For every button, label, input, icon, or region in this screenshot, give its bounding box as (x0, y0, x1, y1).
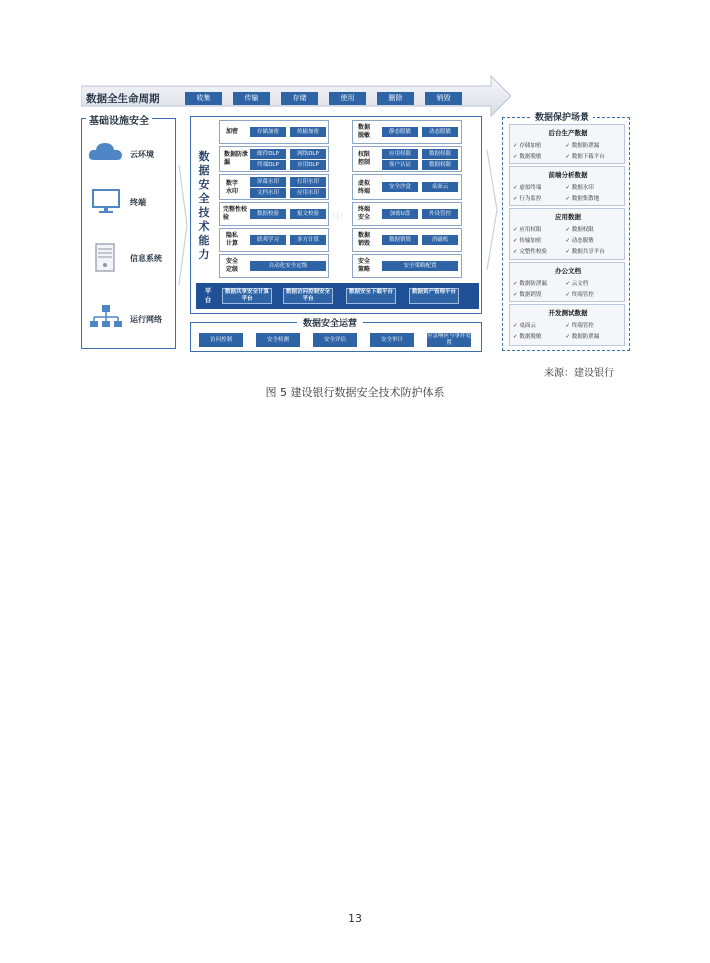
chip-encrypted-usb: 加密U盘 (382, 209, 418, 219)
chip-application-dlp: 应用DLP (290, 160, 326, 170)
lifecycle-stage-delete: 删除 (377, 92, 414, 105)
cap-label-security-policy: 安全策略 (358, 258, 371, 273)
cap-label-encryption: 加密 (226, 128, 239, 135)
platform-access-control: 数据访问控制安全平台 (283, 288, 333, 304)
lifecycle-title: 数据全生命周期 (86, 93, 160, 105)
chip-static-masking: 静态脱敏 (382, 127, 418, 137)
cap-label-terminal-security: 终端安全 (358, 206, 371, 221)
chip-email-dlp: 邮件DLP (250, 149, 286, 159)
lifecycle-stage-use: 使用 (329, 92, 366, 105)
watermark: 中 (332, 210, 343, 223)
infra-item-cloud (88, 140, 176, 170)
figure-source: 来源：建设银行 (544, 368, 614, 379)
scenario-title: 数据保护场景 (531, 110, 593, 123)
cap-label-virtual-terminal: 虚拟终端 (358, 180, 371, 195)
ops-security-assessment: 安全评估 (313, 333, 357, 347)
chip-multiparty-computation: 多方计算 (290, 235, 326, 245)
chevron-left-icon (178, 165, 188, 285)
chip-data-permission-2: 数据权限 (422, 160, 458, 170)
ops-security-audit: 安全审计 (370, 333, 414, 347)
chip-data-verification: 数据校验 (250, 209, 286, 219)
cap-label-watermark: 数字水印 (226, 180, 239, 195)
infra-label-cloud: 云环境 (130, 150, 154, 159)
cap-label-dlp: 数据防泄漏 (224, 151, 249, 166)
scenario-row: ✓ 存储加密 ✓ 数据防泄漏 (513, 143, 600, 149)
chip-security-policy-config: 安全策略配置 (382, 261, 458, 271)
chip-peripheral-control: 外设管控 (422, 209, 458, 219)
chip-network-dlp: 网络DLP (290, 149, 326, 159)
chip-print-watermark: 打印水印 (290, 177, 326, 187)
cap-label-access-control: 权限控制 (358, 151, 371, 166)
cap-label-integrity: 完整性校验 (223, 206, 248, 221)
tech-capability-title: 数据安全技术能力 (198, 150, 210, 261)
chip-federated-learning: 联邦学习 (250, 235, 286, 245)
operations-title: 数据安全运营 (297, 316, 363, 329)
lifecycle-stage-transmit: 传输 (233, 92, 270, 105)
scenario-group-application (509, 208, 625, 260)
chip-storage-encryption: 存储加密 (250, 127, 286, 137)
figure-caption: 图 5 建设银行数据安全技术防护体系 (265, 386, 445, 399)
scenario-row: ✓ 数据脱敏 ✓ 数据下载平台 (513, 154, 605, 160)
chip-application-permission: 应用权限 (382, 149, 418, 159)
ops-security-detection: 安全检测 (256, 333, 300, 347)
cap-label-data-destruction: 数据销毁 (358, 232, 371, 247)
infra-item-terminal (88, 188, 176, 218)
infrastructure-title: 基础设施安全 (86, 112, 152, 127)
chip-auto-classification: 自动化安全定级 (250, 261, 326, 271)
chip-security-sandbox: 安全沙盒 (382, 182, 418, 192)
scenario-group-office (509, 262, 625, 302)
lifecycle-stage-collect: 收集 (185, 92, 222, 105)
chip-application-watermark: 应用水印 (290, 188, 326, 198)
lifecycle-stage-destroy: 销毁 (425, 92, 462, 105)
scenario-row: ✓ 完整性校验 ✓ 数据共享平台 (513, 249, 605, 255)
network-icon (88, 304, 124, 330)
platform-shared-computing: 数据共享安全计算平台 (222, 288, 272, 304)
platform-asset-management: 数据资产管理平台 (409, 288, 459, 304)
scenario-row: ✓ 应用权限 ✓ 数据权限 (513, 227, 594, 233)
chip-terminal-dlp: 终端DLP (250, 160, 286, 170)
scenario-group-backend (509, 124, 625, 164)
chip-message-verification: 报文校验 (290, 209, 326, 219)
page-number: 13 (348, 912, 362, 925)
cap-label-classification: 安全定级 (226, 258, 239, 273)
scenario-group-title: 办公文档 (555, 267, 581, 275)
scenario-row: ✓ 虚拟终端 ✓ 数据水印 (513, 185, 594, 191)
chip-screen-watermark: 屏幕水印 (250, 177, 286, 187)
infra-item-network (88, 304, 176, 334)
scenario-row: ✓ 数据销毁 ✓ 终端管控 (513, 292, 594, 298)
platform-secure-download: 数据安全下载平台 (346, 288, 396, 304)
chip-degausser: 消磁机 (422, 235, 458, 245)
chip-data-destroy: 数据销毁 (382, 235, 418, 245)
scenario-row: ✓ 数据脱敏 ✓ 数据防泄漏 (513, 334, 600, 340)
chip-dynamic-masking: 动态脱敏 (422, 127, 458, 137)
ops-access-control: 访问控制 (199, 333, 243, 347)
monitor-icon (88, 188, 124, 216)
scenario-row: ✓ 传输加密 ✓ 动态脱敏 (513, 238, 594, 244)
ops-incident-response: 应急响应与事件处置 (427, 333, 472, 346)
server-icon (88, 243, 124, 273)
scenario-group-title: 后台生产数据 (548, 129, 588, 137)
scenario-group-title: 前端分析数据 (548, 171, 588, 179)
scenario-group-frontend (509, 166, 625, 206)
scenario-group-title: 应用数据 (555, 213, 581, 221)
chip-desktop-cloud: 桌面云 (422, 182, 458, 192)
infra-label-infosystem: 信息系统 (130, 254, 162, 263)
cloud-icon (88, 140, 124, 164)
chip-data-permission: 数据权限 (422, 149, 458, 159)
infra-item-infosystem (88, 243, 176, 273)
chip-customer-authentication: 客户认证 (382, 160, 418, 170)
chip-document-watermark: 文档水印 (250, 188, 286, 198)
scenario-group-title: 开发测试数据 (548, 309, 588, 317)
chip-transmission-encryption: 传输加密 (290, 127, 326, 137)
scenario-group-devtest (509, 304, 625, 346)
scenario-row: ✓ 桌面云 ✓ 终端管控 (513, 323, 594, 329)
scenario-row: ✓ 行为监控 ✓ 数据集散地 (513, 196, 600, 202)
scenario-row: ✓ 数据防泄漏 ✓ 云文档 (513, 281, 589, 287)
platform-label: 平台 (204, 287, 212, 304)
cap-label-masking: 数据脱敏 (358, 124, 371, 139)
lifecycle-stage-store: 存储 (281, 92, 318, 105)
chevron-right-icon (486, 150, 498, 270)
cap-label-privacy-computing: 隐私计算 (226, 232, 239, 247)
infra-label-network: 运行网络 (130, 315, 162, 324)
infra-label-terminal: 终端 (130, 198, 146, 207)
